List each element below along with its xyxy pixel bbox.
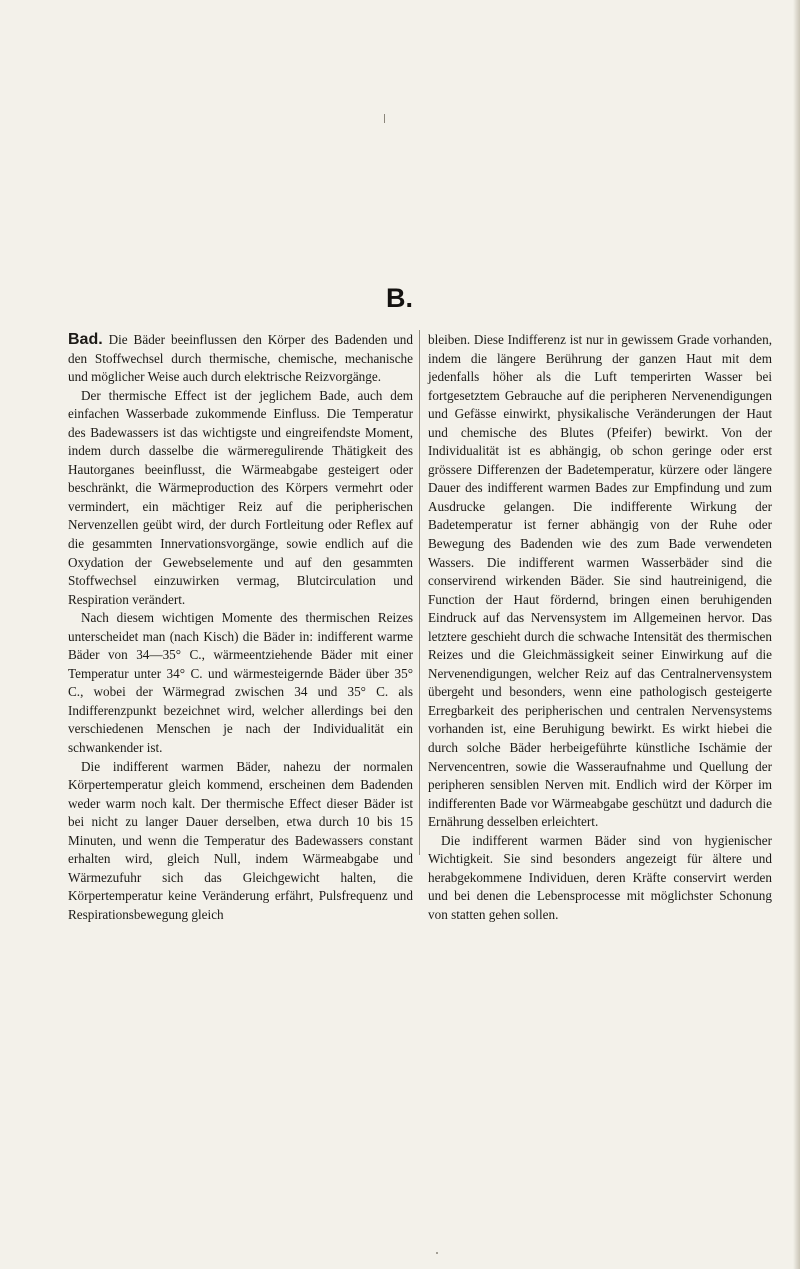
paragraph: Nach diesem wichtigen Momente des thermischen Reizes unterscheidet man (nach Kisch) die Bäder in: indifferent warme Bäder von 34—35° C., wärmeentziehende Bäder mit einer Temperatur unter 34° C. und wärmesteigernde Bäder über 35° C., wobei der Wärmegrad zwischen 34 und 35° C. als Indifferenzpunkt bezeichnet wird, welcher allerdings bei den verschiedenen Menschen je nach der Individualität ein schwankender ist. — [68, 610, 413, 756]
left-column — [68, 331, 413, 925]
section-heading: B. — [386, 283, 413, 313]
page-edge-shadow — [793, 0, 800, 1269]
paragraph: Die indifferent warmen Bäder sind von hygienischer Wichtigkeit. Sie sind besonders angezeigt für ältere und herabgekommene Individuen, deren Kräfte conservirt werden und bei denen die Lebensprocesse mit möglichster Schonung von statten gehen sollen. — [428, 832, 772, 922]
column-divider — [419, 330, 420, 855]
paragraph: Der thermische Effect ist der jeglichem Bade, auch dem einfachen Wasserbade zukommende Einfluss. Die Temperatur des Badewassers ist das wichtigste und eingreifendste Moment, indem durch dasselbe die wärmeregulirende Thätigkeit des Hautorganes beeinflusst, die Wärmeabgabe gesteigert oder beschränkt, die Wärmeproduction des Körpers vermehrt oder vermindert, ein mächtiger Reiz auf die peripherischen Nervenzellen geübt wird, der durch Fortleitung oder Reflex auf die gesammten Innervationsvorgänge, sowie endlich auf die Oxydation der Gewebselemente und auf den gesammten Stoffwechsel einzuwirken vermag, Blutcirculation und Respiration verändert. — [68, 387, 413, 607]
paper-speck — [436, 1252, 438, 1254]
paragraph — [68, 331, 413, 387]
paragraph: Die indifferent warmen Bäder, nahezu der normalen Körpertemperatur gleich kommend, erscheinen dem Badenden weder warm noch kalt. Der thermische Effect dieser Bäder ist bei nicht zu langer Dauer derselben, etwa durch 10 bis 15 Minuten, und wenn die Temperatur des Badewassers constant erhalten wird, gleich Null, indem Wärmeabgabe und Wärmezufuhr sich das Gleichgewicht halten, die Körpertemperatur keine Veränderung erfährt, Pulsfrequenz und Respirationsbewegung gleich — [68, 758, 413, 922]
paper-speck — [384, 114, 385, 123]
entry-head-word: Bad. — [68, 331, 103, 348]
paragraph: bleiben. Diese Indifferenz ist nur in gewissem Grade vorhanden, indem die längere Berührung der ganzen Haut mit dem jedenfalls höher als die Luft temperirten Wasser bei fortgesetztem Gebrauche auf die peripheren Nervenendigungen und Gefässe einwirkt, physikalische Veränderungen der Haut und chemische des Blutes (Pfeifer) bewirkt. Von der Individualität ist es abhängig, ob schon geringe oder erst grössere Differenzen der Badetemperatur, kürzere oder längere Dauer des indifferent warmen Bades zur Empfindung und zum Ausdrucke gelangen. Die indifferente Wirkung der Badetemperatur ist ferner abhängig von der Ruhe oder Bewegung des Badenden wie des zum Bade verwendeten Wassers. Die indifferent warmen Wasserbäder sind die conservirend wirkenden Bäder. Sie sind hautreinigend, die Function der Haut fördernd, bringen einen beruhigenden Eindruck auf das Nervensystem im Allgemeinen hervor. Das letztere geschieht durch die schwache Intensität des thermischen Reizes und die Gleichmässigkeit seiner Einwirkung auf die Nervenendigungen, welcher Reiz auf das Centralnervensystem übergeht und besonders, wenn eine pathologisch gesteigerte Erregbarkeit des peripherischen und centralen Nervensystems vorhanden ist, eine Beruhigung bewirkt. Es wirkt hiebei die durch solche Bäder herbeigeführte künstliche Ischämie der Nervencentren, sowie die Wasseraufnahme und Quellung der peripheren sensiblen Nerven mit. Endlich wird der Körper im indifferenten Bade vor Wärmeabgabe geschützt und dadurch die Ernährung desselben erleichtert. — [428, 332, 772, 830]
paragraph-text: Die Bäder beeinflussen den Körper des Badenden und den Stoffwechsel durch thermische, chemische, mechanische und möglicher Weise auch durch elektrische Reizvorgänge. — [68, 332, 413, 385]
right-column — [428, 331, 772, 925]
